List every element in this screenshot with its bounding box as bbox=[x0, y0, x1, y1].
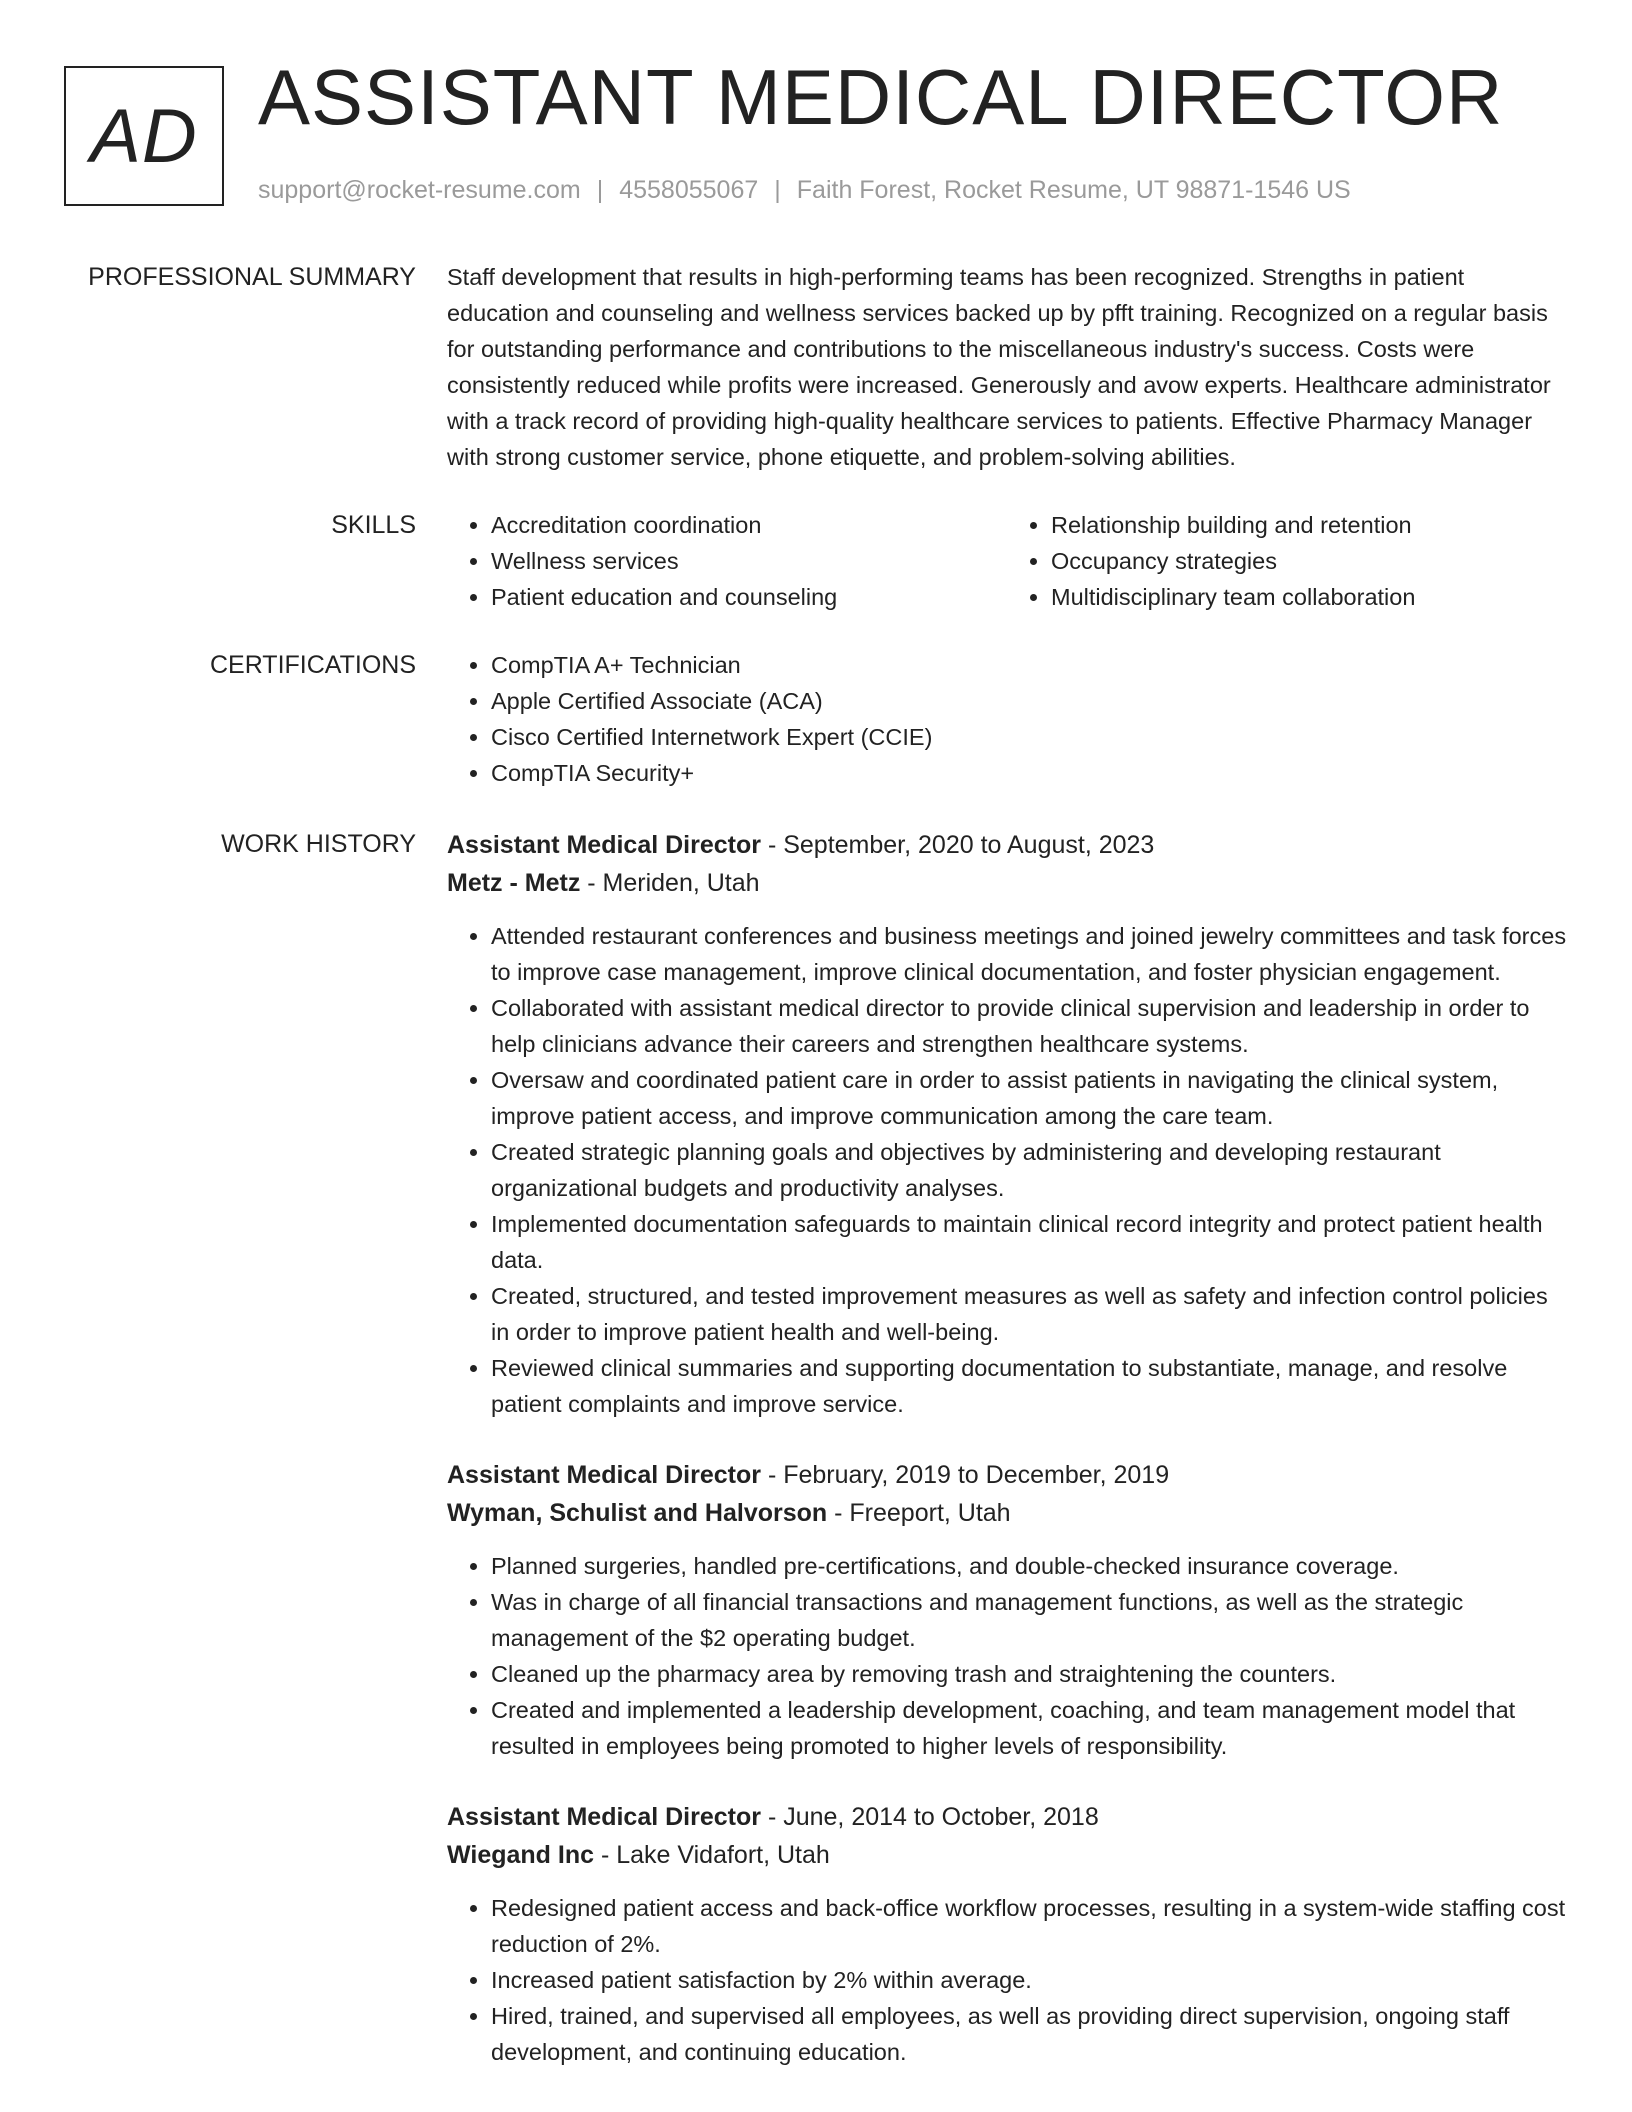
job-bullets bbox=[447, 1890, 1567, 2070]
job-dates: - September, 2020 to August, 2023 bbox=[761, 831, 1155, 859]
company-location: - Lake Vidafort, Utah bbox=[594, 1841, 830, 1869]
skill-item: • Patient education and counseling bbox=[491, 579, 1007, 615]
job-bullet: • Cleaned up the pharmacy area by removing trash and straightening the counters. bbox=[491, 1656, 1567, 1692]
job-bullet: • Attended restaurant conferences and business meetings and joined jewelry committees and task forces to improve case management, improve clinical documentation, and foster physician engagement. bbox=[491, 918, 1567, 990]
skills-list-left bbox=[447, 507, 1007, 615]
job-title-line bbox=[447, 826, 1567, 864]
monogram-initials: AD bbox=[90, 93, 198, 179]
summary-text: Staff development that results in high-performing teams has been recognized. Strengths in patient education and counseling and wellness services backed up by pfft training. Recognized on a regular basis for outstanding performance and contributions to the miscellaneous industry's success. Costs were consistently reduced while profits were increased. Generously and avow experts. Healthcare administrator with a track record of providing high-quality healthcare services to patients. Effective Pharmacy Manager with strong customer service, phone etiquette, and problem-solving abilities. bbox=[447, 264, 1551, 470]
skill-item: • Occupancy strategies bbox=[1051, 543, 1567, 579]
section-label-certifications: CERTIFICATIONS bbox=[209, 651, 416, 679]
job-bullet: • Reviewed clinical summaries and supporting documentation to substantiate, manage, and resolve patient complaints and improve service. bbox=[491, 1350, 1567, 1422]
contact-address: Faith Forest, Rocket Resume, UT 98871-1546 US bbox=[796, 176, 1351, 204]
skills-body bbox=[447, 507, 1567, 615]
job-bullet: • Created, structured, and tested improvement measures as well as safety and infection control policies in order to improve patient health and well-being. bbox=[491, 1278, 1567, 1350]
job-title: Assistant Medical Director bbox=[447, 1461, 761, 1489]
job-bullets bbox=[447, 1548, 1567, 1764]
contact-phone: 4558055067 bbox=[619, 176, 759, 204]
contact-email: support@rocket-resume.com bbox=[258, 176, 581, 204]
job-entry bbox=[447, 1456, 1567, 1764]
company-name: Wiegand Inc bbox=[447, 1841, 595, 1869]
job-dates: - June, 2014 to October, 2018 bbox=[761, 1803, 1099, 1831]
company-location: - Freeport, Utah bbox=[827, 1499, 1011, 1527]
job-bullet: • Oversaw and coordinated patient care in order to assist patients in navigating the clinical system, improve patient access, and improve communication among the care team. bbox=[491, 1062, 1567, 1134]
job-bullet: • Created and implemented a leadership development, coaching, and team management model that resulted in employees being promoted to higher levels of responsibility. bbox=[491, 1692, 1567, 1764]
skill-item: • Wellness services bbox=[491, 543, 1007, 579]
job-bullet: • Planned surgeries, handled pre-certifications, and double-checked insurance coverage. bbox=[491, 1548, 1567, 1584]
work-history-body bbox=[447, 826, 1567, 2104]
certification-item: • Apple Certified Associate (ACA) bbox=[491, 683, 1567, 719]
company-location: - Meriden, Utah bbox=[580, 869, 760, 897]
company-line bbox=[447, 1836, 1567, 1874]
company-line bbox=[447, 1494, 1567, 1532]
section-label-summary: PROFESSIONAL SUMMARY bbox=[88, 263, 416, 291]
job-dates: - February, 2019 to December, 2019 bbox=[761, 1461, 1170, 1489]
job-bullet: • Hired, trained, and supervised all employees, as well as providing direct supervision, ongoing staff development, and continuing education. bbox=[491, 1998, 1567, 2070]
job-bullet: • Collaborated with assistant medical director to provide clinical supervision and leadership in order to help clinicians advance their careers and strengthen healthcare systems. bbox=[491, 990, 1567, 1062]
skill-item: • Accreditation coordination bbox=[491, 507, 1007, 543]
section-label-skills: SKILLS bbox=[331, 511, 416, 539]
skills-list-right bbox=[1007, 507, 1567, 615]
job-bullet: • Created strategic planning goals and objectives by administering and developing restaurant organizational budgets and productivity analyses. bbox=[491, 1134, 1567, 1206]
certification-item: • Cisco Certified Internetwork Expert (CCIE) bbox=[491, 719, 1567, 755]
company-line bbox=[447, 864, 1567, 902]
contact-line bbox=[258, 176, 1351, 205]
job-title-line bbox=[447, 1798, 1567, 1836]
job-entry bbox=[447, 1798, 1567, 2070]
skill-item: • Relationship building and retention bbox=[1051, 507, 1567, 543]
job-title: Assistant Medical Director bbox=[447, 1803, 761, 1831]
certifications-body bbox=[447, 647, 1567, 791]
monogram-box bbox=[64, 66, 224, 206]
certification-item: • CompTIA A+ Technician bbox=[491, 647, 1567, 683]
section-label-work-history: WORK HISTORY bbox=[221, 830, 416, 858]
job-title-line bbox=[447, 1456, 1567, 1494]
job-bullets bbox=[447, 918, 1567, 1422]
job-bullet: • Increased patient satisfaction by 2% within average. bbox=[491, 1962, 1567, 1998]
contact-separator: | bbox=[596, 176, 604, 204]
resume-title: ASSISTANT MEDICAL DIRECTOR bbox=[258, 53, 1504, 141]
job-entry bbox=[447, 826, 1567, 1422]
contact-separator: | bbox=[774, 176, 781, 204]
skill-item: • Multidisciplinary team collaboration bbox=[1051, 579, 1567, 615]
job-bullet: • Implemented documentation safeguards to maintain clinical record integrity and protect patient health data. bbox=[491, 1206, 1567, 1278]
job-title: Assistant Medical Director bbox=[447, 831, 761, 859]
summary-body bbox=[447, 259, 1567, 475]
company-name: Wyman, Schulist and Halvorson bbox=[447, 1499, 828, 1527]
job-bullet: • Was in charge of all financial transactions and management functions, as well as the strategic management of the $2 operating budget. bbox=[491, 1584, 1567, 1656]
company-name: Metz - Metz bbox=[447, 869, 581, 897]
job-bullet: • Redesigned patient access and back-office workflow processes, resulting in a system-wide staffing cost reduction of 2%. bbox=[491, 1890, 1567, 1962]
certifications-list bbox=[447, 647, 1567, 791]
certification-item: • CompTIA Security+ bbox=[491, 755, 1567, 791]
